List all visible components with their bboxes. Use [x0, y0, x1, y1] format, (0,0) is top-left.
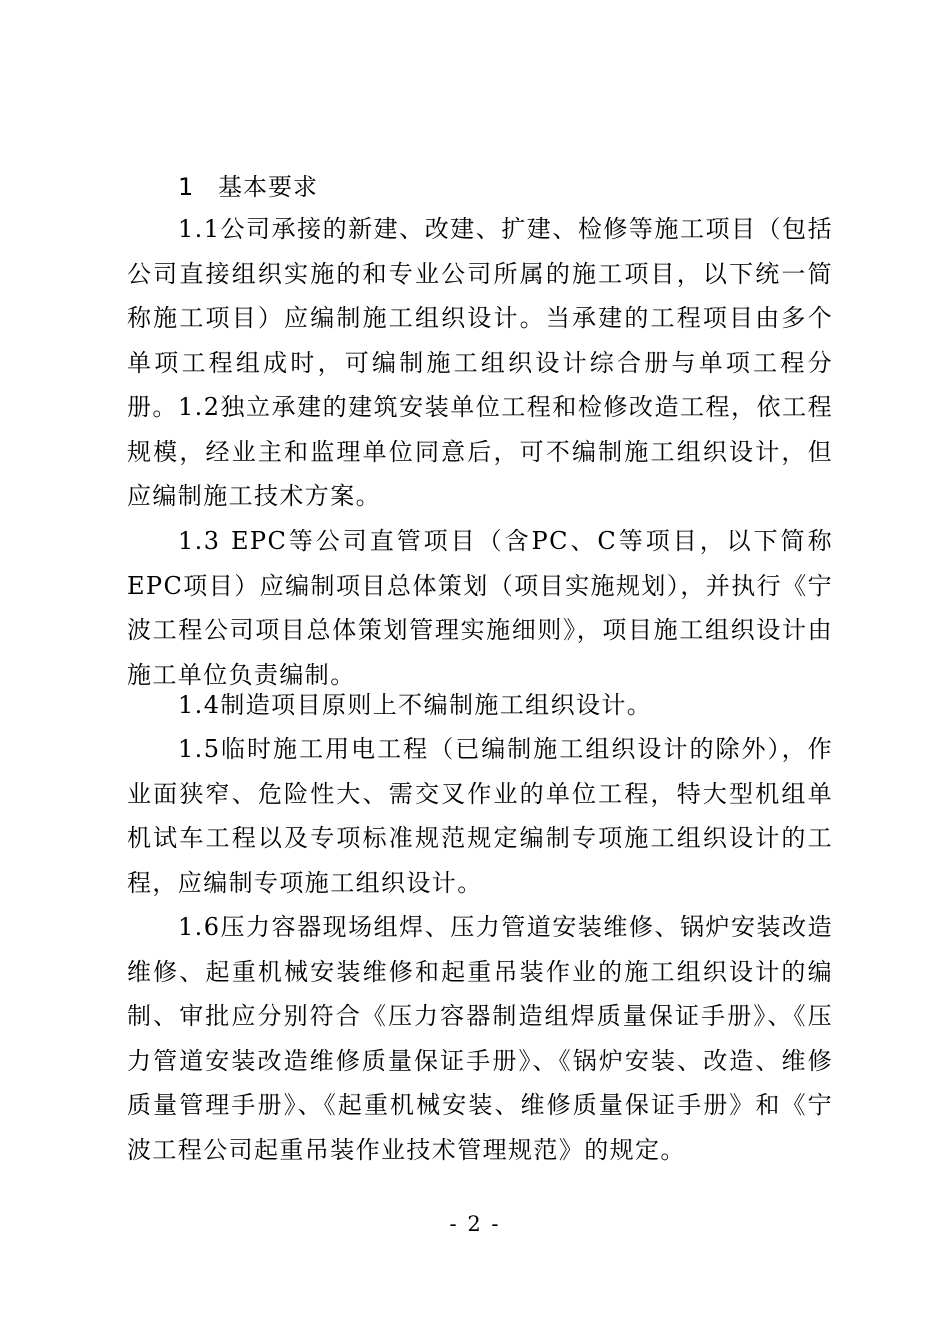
section-number: 1 [178, 173, 195, 201]
section-title: 基本要求 [218, 173, 318, 201]
paragraph-1-4: 1.4制造项目原则上不编制施工组织设计。 [178, 691, 653, 719]
paragraph-1-2: 1.2独立承建的建筑安装单位工程和检修改造工程，依工程规模，经业主和监理单位同意后，可不编制施工组织设计，但应编制施工技术方案。 [127, 393, 833, 510]
paragraph-1-3: 1.3 EPC等公司直管项目（含PC、C等项目，以下简称EPC项目）应编制项目总体策划（项目实施规划），并执行《宁波工程公司项目总体策划管理实施细则》，项目施工组织设计由施工单位负责编制。 [127, 527, 833, 689]
section-heading [178, 170, 318, 204]
paragraph-1-5: 1.5临时施工用电工程（已编制施工组织设计的除外），作业面狭窄、危险性大、需交叉作业的单位工程，特大型机组单机试车工程以及专项标准规范规定编制专项施工组织设计的工程，应编制专项施工组织设计。 [127, 735, 833, 897]
paragraph-1-6: 1.6压力容器现场组焊、压力管道安装维修、锅炉安装改造维修、起重机械安装维修和起重吊装作业的施工组织设计的编制、审批应分别符合《压力容器制造组焊质量保证手册》、《压力管道安装改造维修质量保证手册》、《锅炉安装、改造、维修质量管理手册》、《起重机械安装、维修质量保证手册》和《宁波工程公司起重吊装作业技术管理规范》的规定。 [127, 913, 833, 1164]
page-number: - 2 - [449, 1212, 501, 1236]
paragraph-1-1: 1.1公司承接的新建、改建、扩建、检修等施工项目（包括公司直接组织实施的和专业公司所属的施工项目，以下统一简称施工项目）应编制施工组织设计。当承建的工程项目由多个单项工程组成时，可编制施工组织设计综合册与单项工程分册。 [127, 215, 833, 421]
